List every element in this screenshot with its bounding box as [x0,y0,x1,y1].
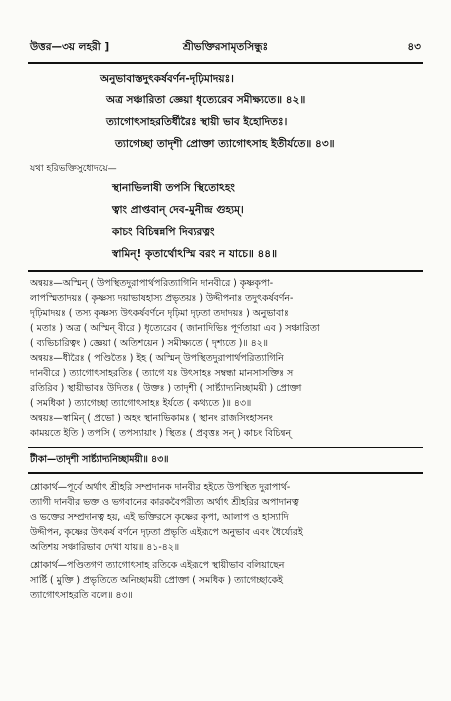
anvaya-line: ( ব্যভিচারিত্বং ) জ্ঞেয়া ( অতিশয়েন ) সমীক্ষ্যতে ( দৃশ্যতে )॥ ৪২॥ [30,338,268,349]
section-rule-3 [28,472,423,474]
shlokartha-line: ত্যাগোৎসাহরতি বলে॥ ৪৩॥ [30,590,133,601]
page-header [30,40,421,56]
anvaya-line: কাময়তে ইতি ) তপসি ( তপস্যায়াং ) স্থিতঃ ( প্রবৃত্তঃ সন্‌ ) কাচং বিচিন্বন্‌ [30,428,292,439]
anvaya-section [30,276,422,441]
anvaya-line: ( সমধিকা ) ত্যাগেচ্ছা ত্যাগোৎসাহঃ ইর্যতে ( কথ্যতে )॥ ৪৩॥ [30,398,252,409]
verse-line-7: কাচং বিচিন্বন্নপি দিব্যরত্নং [112,226,215,238]
verse-line-8: স্বামিন্‌! কৃতার্থোঽস্মি বরং ন যাচে॥ ৪৪॥ [112,248,278,260]
verse-line-1: অনুভাবাস্তদুৎকর্ষবর্ণন-দৃঢ়িমাদয়ঃ। [100,73,234,85]
shlokartha-line: ও ভক্তের সম্প্রদানত্ব হয়, এই ভক্তিরসে কৃষ্ণের কৃপা, আলাপ ও হাস্যাদি [30,512,289,523]
verse-line-6: ত্বাং প্রাপ্তবান্‌ দেব-মুনীন্দ্র গুহ্যম্‌। [112,204,244,216]
anvaya-line: দানবীরে ) ত্যাগোৎসাহরতিঃ ( ত্যাগে যঃ উৎসাহঃ সম্বন্ধা মানসাসক্তিঃ স [30,368,294,379]
anvaya-line: দৃঢ়িমাদয়ঃ ( তস্য কৃষ্ণস্য উৎকর্ষবর্ণনে দৃঢ়িমা দৃঢ়তা তদাদয়ঃ ) অনুভাবাঃ [30,308,289,319]
shlokartha-line: শ্লোকার্থ—পণ্ডিতগণ ত্যাগোৎসাহ রতিকে এইরূপে স্থায়ীভাব বলিয়াছেন [30,560,285,571]
shlokartha-line: ত্যাগী দানবীর ভক্ত ও ভগবানের কারকবৈপরীত্য অর্থাৎ শ্রীহরির অপাদানত্ব [30,497,299,508]
source-intro: যথা হরিভক্তিসুধোদয়ে— [30,164,117,174]
anvaya-line: লাপস্মিতাদয়ঃ ( কৃষ্ণস্য দয়াভাষহাস্য প্রভৃতয়ঃ ) উদ্দীপনাঃ তদুৎকর্ষবর্ণন- [30,293,294,304]
section-rule-2 [28,447,423,448]
anvaya-line: অন্বয়ঃ—অস্মিন্‌ ( উপস্থিতদুরাপার্থপরিত্যাগিনি দানবীরে ) কৃষ্ণকৃপা- [30,278,274,289]
header-rule [28,62,423,64]
verse-line-2: অত্র সঞ্চারিতা জ্ঞেয়া ধৃত্যেরেব সমীক্ষ্যতে॥ ৪২॥ [106,94,306,106]
anvaya-line: অন্বয়ঃ—ধীরৈঃ ( পণ্ডিতৈঃ ) ইহ ( অস্মিন্‌ উপস্থিতদুরাপার্থপরিত্যাগিনি [30,353,284,364]
verse-line-5: স্থানাভিলাষী তপসি স্থিতোঽহং [112,182,235,194]
verse-line-4: ত্যাগেচ্ছা তাদৃশী প্রোক্তা ত্যাগোৎসাহ ইতীর্যতে॥ ৪৩॥ [115,138,335,150]
header-book-title: শ্রীভক্তিরসামৃতসিন্ধুঃ [182,41,269,53]
tika-section [30,452,422,467]
shlokartha-section [30,480,422,603]
verse-line-3: ত্যাগোৎসাহরতির্ধীরৈঃ স্থায়ী ভাব ইহোদিতঃ। [106,116,288,128]
shlokartha-line: অতিশয় সঞ্চারিভাব দেখা যায়॥ ৪১-৪২॥ [30,542,180,553]
shlokartha-line: উদ্দীপন, কৃষ্ণের উৎকর্ষ বর্ণনে দৃঢ়তা প্রভৃতি এইরূপে অনুভাব এবং ধৈর্য্যেরই [30,527,303,538]
shlokartha-line: শ্লোকার্থ—পূর্বে অর্থাৎ শ্রীহরি সম্প্রদানক দানবীর হইতে উপস্থিত দুরাপার্থ- [30,482,291,493]
tika-line: টীকা—তাদৃশী সার্ষ্ট্যাদ্যনিচ্ছাময়ী॥ ৪৩॥ [30,454,169,465]
section-rule-1 [28,270,423,272]
anvaya-line: ( মতাঃ ) অত্র ( অস্মিন্‌ বীরে ) ধৃত্যেরেব ( জানাদিভিঃ পূর্ণতায়া এব ) সঞ্চারিতা [30,323,320,334]
header-chapter: উত্তর—৩য় লহরী ] [30,41,110,53]
shlokartha-line: সার্ষ্টি ( মুক্তি ) প্রভৃতিতে অনিচ্ছাময়ী প্রোক্তা ( সমধিক ) ত্যাগেচ্ছাকেই [30,575,283,586]
anvaya-line: অন্বয়ঃ—স্বামিন্‌ ( প্রভো ) অহং স্থানাভিকামঃ ( স্থানং রাজসিংহাসনং [30,413,273,424]
anvaya-line: রতিরিব ) স্থায়ীভাবঃ উদিতঃ ( উক্তঃ ) তাদৃশী ( সার্ষ্ট্যাদ্যনিচ্ছাময়ী ) প্রোক্তা [30,383,302,394]
page-number: ৪৩ [407,41,421,53]
